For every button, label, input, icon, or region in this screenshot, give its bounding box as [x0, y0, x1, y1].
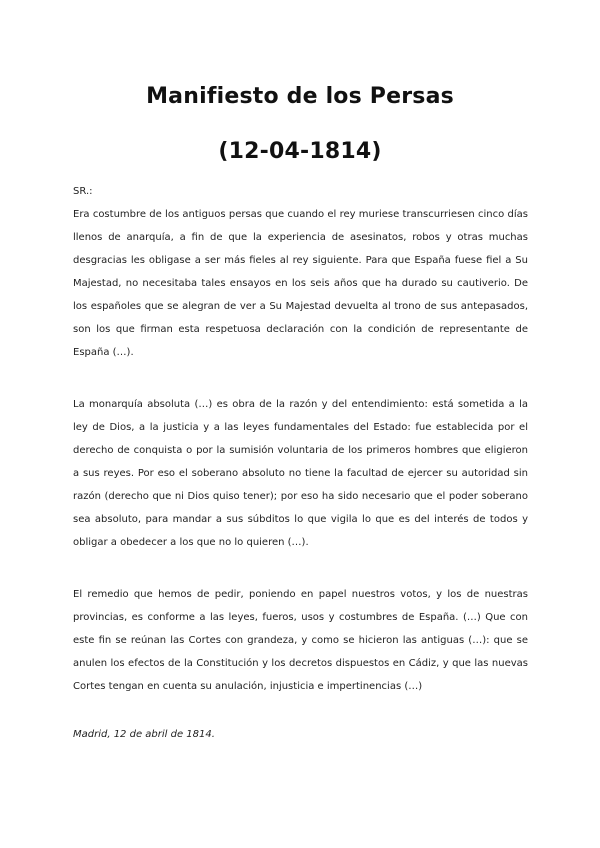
- salutation: SR.:: [73, 186, 93, 197]
- document-title: Manifiesto de los Persas: [146, 84, 454, 109]
- paragraph-1: Era costumbre de los antiguos persas que cuando el rey muriese transcurriesen cinco días llenos de anarquía, a fin de que la experiencia de asesinatos, robos y otras muchas desgracias les obligase a ser más fieles al rey siguiente. Para que España fuese fiel a Su Majestad, no necesitaba tales ensayos en los seis años que ha durado su cautiverio. De los españoles que se alegran de ver a Su Majestad devuelta al trono de sus antepasados, son los que firman esta respetuosa declaración con la condición de representante de España (…).: [73, 209, 528, 358]
- document-date: (12-04-1814): [218, 139, 382, 164]
- paragraph-2: La monarquía absoluta (…) es obra de la razón y del entendimiento: está sometida a la ley de Dios, a la justicia y a las leyes fundamentales del Estado: fue establecida por el derecho de conquista o por la sumisión voluntaria de los primeros hombres que eligieron a sus reyes. Por eso el soberano absoluto no tiene la facultad de ejercer su autoridad sin razón (derecho que ni Dios quiso tener); por eso ha sido necesario que el poder soberano sea absoluto, para mandar a sus súbditos lo que vigila lo que es del interés de todos y obligar a obedecer a los que no lo quieren (…).: [73, 399, 528, 548]
- paragraph-3: El remedio que hemos de pedir, poniendo en papel nuestros votos, y los de nuestras provincias, es conforme a las leyes, fueros, usos y costumbres de España. (…) Que con este fin se reúnan las Cortes con grandeza, y como se hicieron las antiguas (…): que se anulen los efectos de la Constitución y los decretos dispuestos en Cádiz, y que las nuevas Cortes tengan en cuenta su anulación, injusticia e impertinencias (…): [73, 589, 528, 692]
- signature-line: Madrid, 12 de abril de 1814.: [73, 729, 215, 740]
